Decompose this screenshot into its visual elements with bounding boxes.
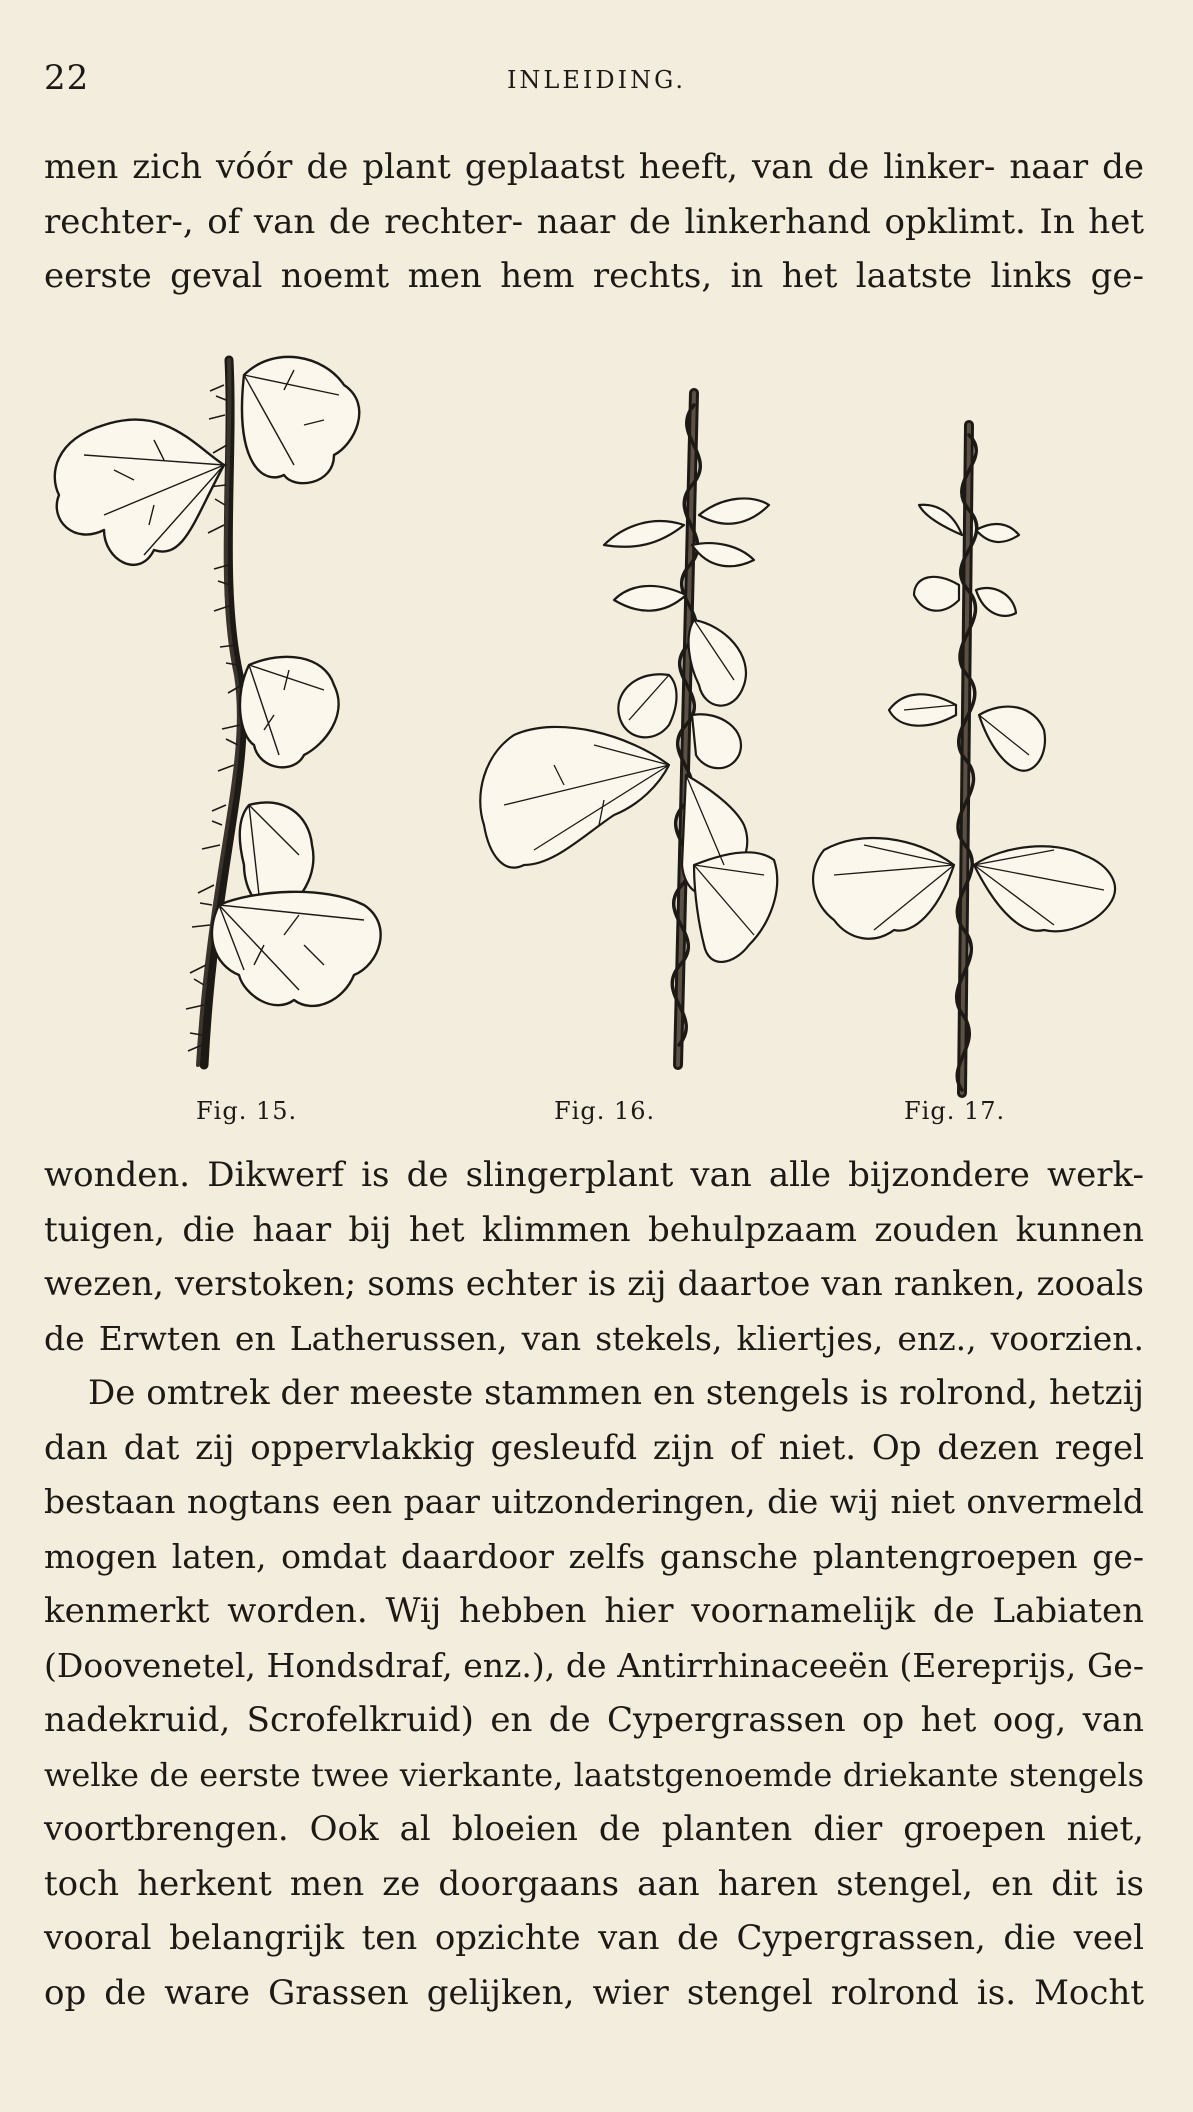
text-line: op de ware Grassen gelijken, wier stengel rolrond is. Mocht [44,1972,1144,2013]
paragraph-top [44,140,1144,304]
text-line: eerste geval noemt men hem rechts, in het laatste links ge- [44,256,1144,296]
text-line: wonden. Dikwerf is de slingerplant van alle bijzondere werk- [44,1155,1144,1195]
text-line: toch herkent men ze doorgaans aan haren stengel, en dit is [44,1863,1144,1904]
text-line: bestaan nogtans een paar uitzonderingen, die wij niet onvermeld [44,1482,1144,1521]
text-line: tuigen, die haar bij het klimmen behulpzaam zouden kunnen [44,1209,1144,1250]
figure-15-caption: Fig. 15. [196,1097,298,1125]
figure-16 [454,345,814,1085]
text-line: welke de eerste twee vierkante, laatstgenoemde driekante stengels [44,1755,1144,1794]
figure-17-caption: Fig. 17. [904,1097,1006,1125]
text-line: De omtrek der meeste stammen en stengels is rolrond, hetzij [88,1373,1144,1413]
figure-group [44,345,1144,1145]
text-line: rechter-, of van de rechter- naar de linkerhand opklimt. In het [44,201,1144,242]
text-line: vooral belangrijk ten opzichte van de Cypergrassen, die veel [44,1918,1144,1958]
text-line: (Doovenetel, Hondsdraf, enz.), de Antirrhinaceeën (Eereprijs, Ge- [44,1645,1144,1685]
page-number: 22 [44,58,90,98]
figure-17 [764,345,1144,1105]
text-line: men zich vóór de plant geplaatst heeft, van de linker- naar de [44,147,1144,187]
running-title: INLEIDING. [506,66,687,94]
text-line: wezen, verstoken; soms echter is zij daartoe van ranken, zooals [44,1264,1144,1304]
text-line: dan dat zij oppervlakkig gesleufd zijn of niet. Op dezen regel [44,1427,1144,1468]
ivy-illustration [44,345,424,1085]
text-line: voortbrengen. Ook al bloeien de planten dier groepen niet, [44,1809,1144,1849]
text-line: nadekruid, Scrofelkruid) en de Cypergrassen op het oog, van [44,1700,1144,1740]
figure-16-caption: Fig. 16. [554,1097,656,1125]
twining-plant-illustration [454,345,814,1085]
text-line: de Erwten en Latherussen, van stekels, kliertjes, enz., voorzien. [44,1318,1144,1358]
text-line: mogen laten, omdat daardoor zelfs gansche plantengroepen ge- [44,1536,1144,1576]
figure-15 [44,345,424,1085]
paragraph-bottom [44,1148,1144,2020]
running-head [44,58,1149,98]
twining-plant-illustration [764,345,1144,1105]
text-line: kenmerkt worden. Wij hebben hier voornamelijk de Labiaten [44,1591,1144,1631]
